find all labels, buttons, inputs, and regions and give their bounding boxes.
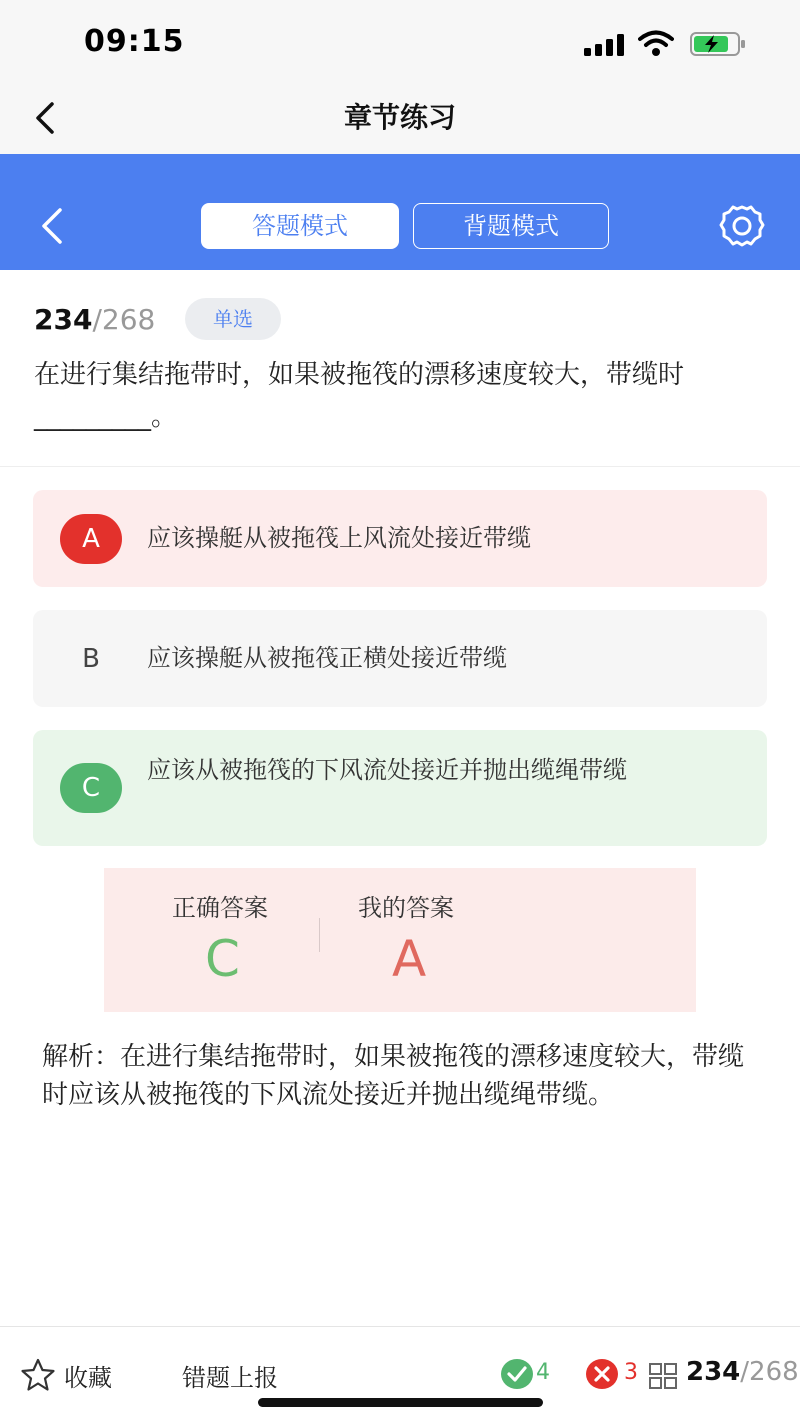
option-letter: B xyxy=(82,644,100,674)
wifi-icon xyxy=(638,30,674,58)
progress-total: /268 xyxy=(740,1357,799,1387)
wrong-count: 3 xyxy=(624,1360,638,1385)
question-current: 234 xyxy=(34,303,93,336)
battery-icon xyxy=(690,32,746,56)
correct-answer-label: 正确答案 xyxy=(172,894,268,922)
chevron-left-icon[interactable] xyxy=(34,204,68,248)
divider xyxy=(0,466,800,467)
report-error-button[interactable]: 错题上报 xyxy=(182,1364,278,1392)
option-text: 应该操艇从被拖筏上风流处接近带缆 xyxy=(147,524,531,552)
star-icon[interactable] xyxy=(20,1358,56,1392)
option-letter: C xyxy=(60,763,122,813)
check-circle-icon xyxy=(500,1358,534,1390)
option-letter: A xyxy=(60,514,122,564)
tab-memorize-mode[interactable]: 背题模式 xyxy=(413,203,609,249)
home-indicator xyxy=(258,1398,543,1407)
my-answer-value: A xyxy=(392,930,427,988)
tab-answer-mode[interactable]: 答题模式 xyxy=(201,203,399,249)
x-circle-icon xyxy=(585,1358,619,1390)
question-total: /268 xyxy=(92,303,156,336)
analysis-text: 解析：在进行集结拖带时，如果被拖筏的漂移速度较大，带缆时应该从被拖筏的下风流处接近并抛出缆绳带缆。 xyxy=(42,1042,745,1110)
settings-icon[interactable] xyxy=(718,203,766,251)
option-text: 应该从被拖筏的下风流处接近并抛出缆绳带缆 xyxy=(147,756,627,784)
option-text: 应该操艇从被拖筏正横处接近带缆 xyxy=(147,644,507,672)
option-b[interactable] xyxy=(33,610,767,707)
option-a[interactable] xyxy=(33,490,767,587)
question-type-badge: 单选 xyxy=(185,298,281,340)
correct-count: 4 xyxy=(536,1360,550,1385)
page-title: 章节练习 xyxy=(343,101,456,134)
status-time: 09:15 xyxy=(84,24,185,59)
answer-divider xyxy=(319,918,320,952)
option-c[interactable] xyxy=(33,730,767,846)
bottom-bar-divider xyxy=(0,1326,800,1327)
signal-icon xyxy=(584,34,626,56)
question-text: 在进行集结拖带时，如果被拖筏的漂移速度较大，带缆时_________。 xyxy=(34,360,685,432)
question-progress[interactable] xyxy=(686,1357,799,1387)
my-answer-label: 我的答案 xyxy=(358,894,454,922)
grid-icon[interactable] xyxy=(648,1362,678,1390)
question-number xyxy=(34,300,155,340)
progress-current: 234 xyxy=(686,1357,741,1387)
correct-answer-value: C xyxy=(205,930,240,988)
mode-header xyxy=(0,154,800,270)
favorite-button[interactable]: 收藏 xyxy=(64,1364,112,1392)
